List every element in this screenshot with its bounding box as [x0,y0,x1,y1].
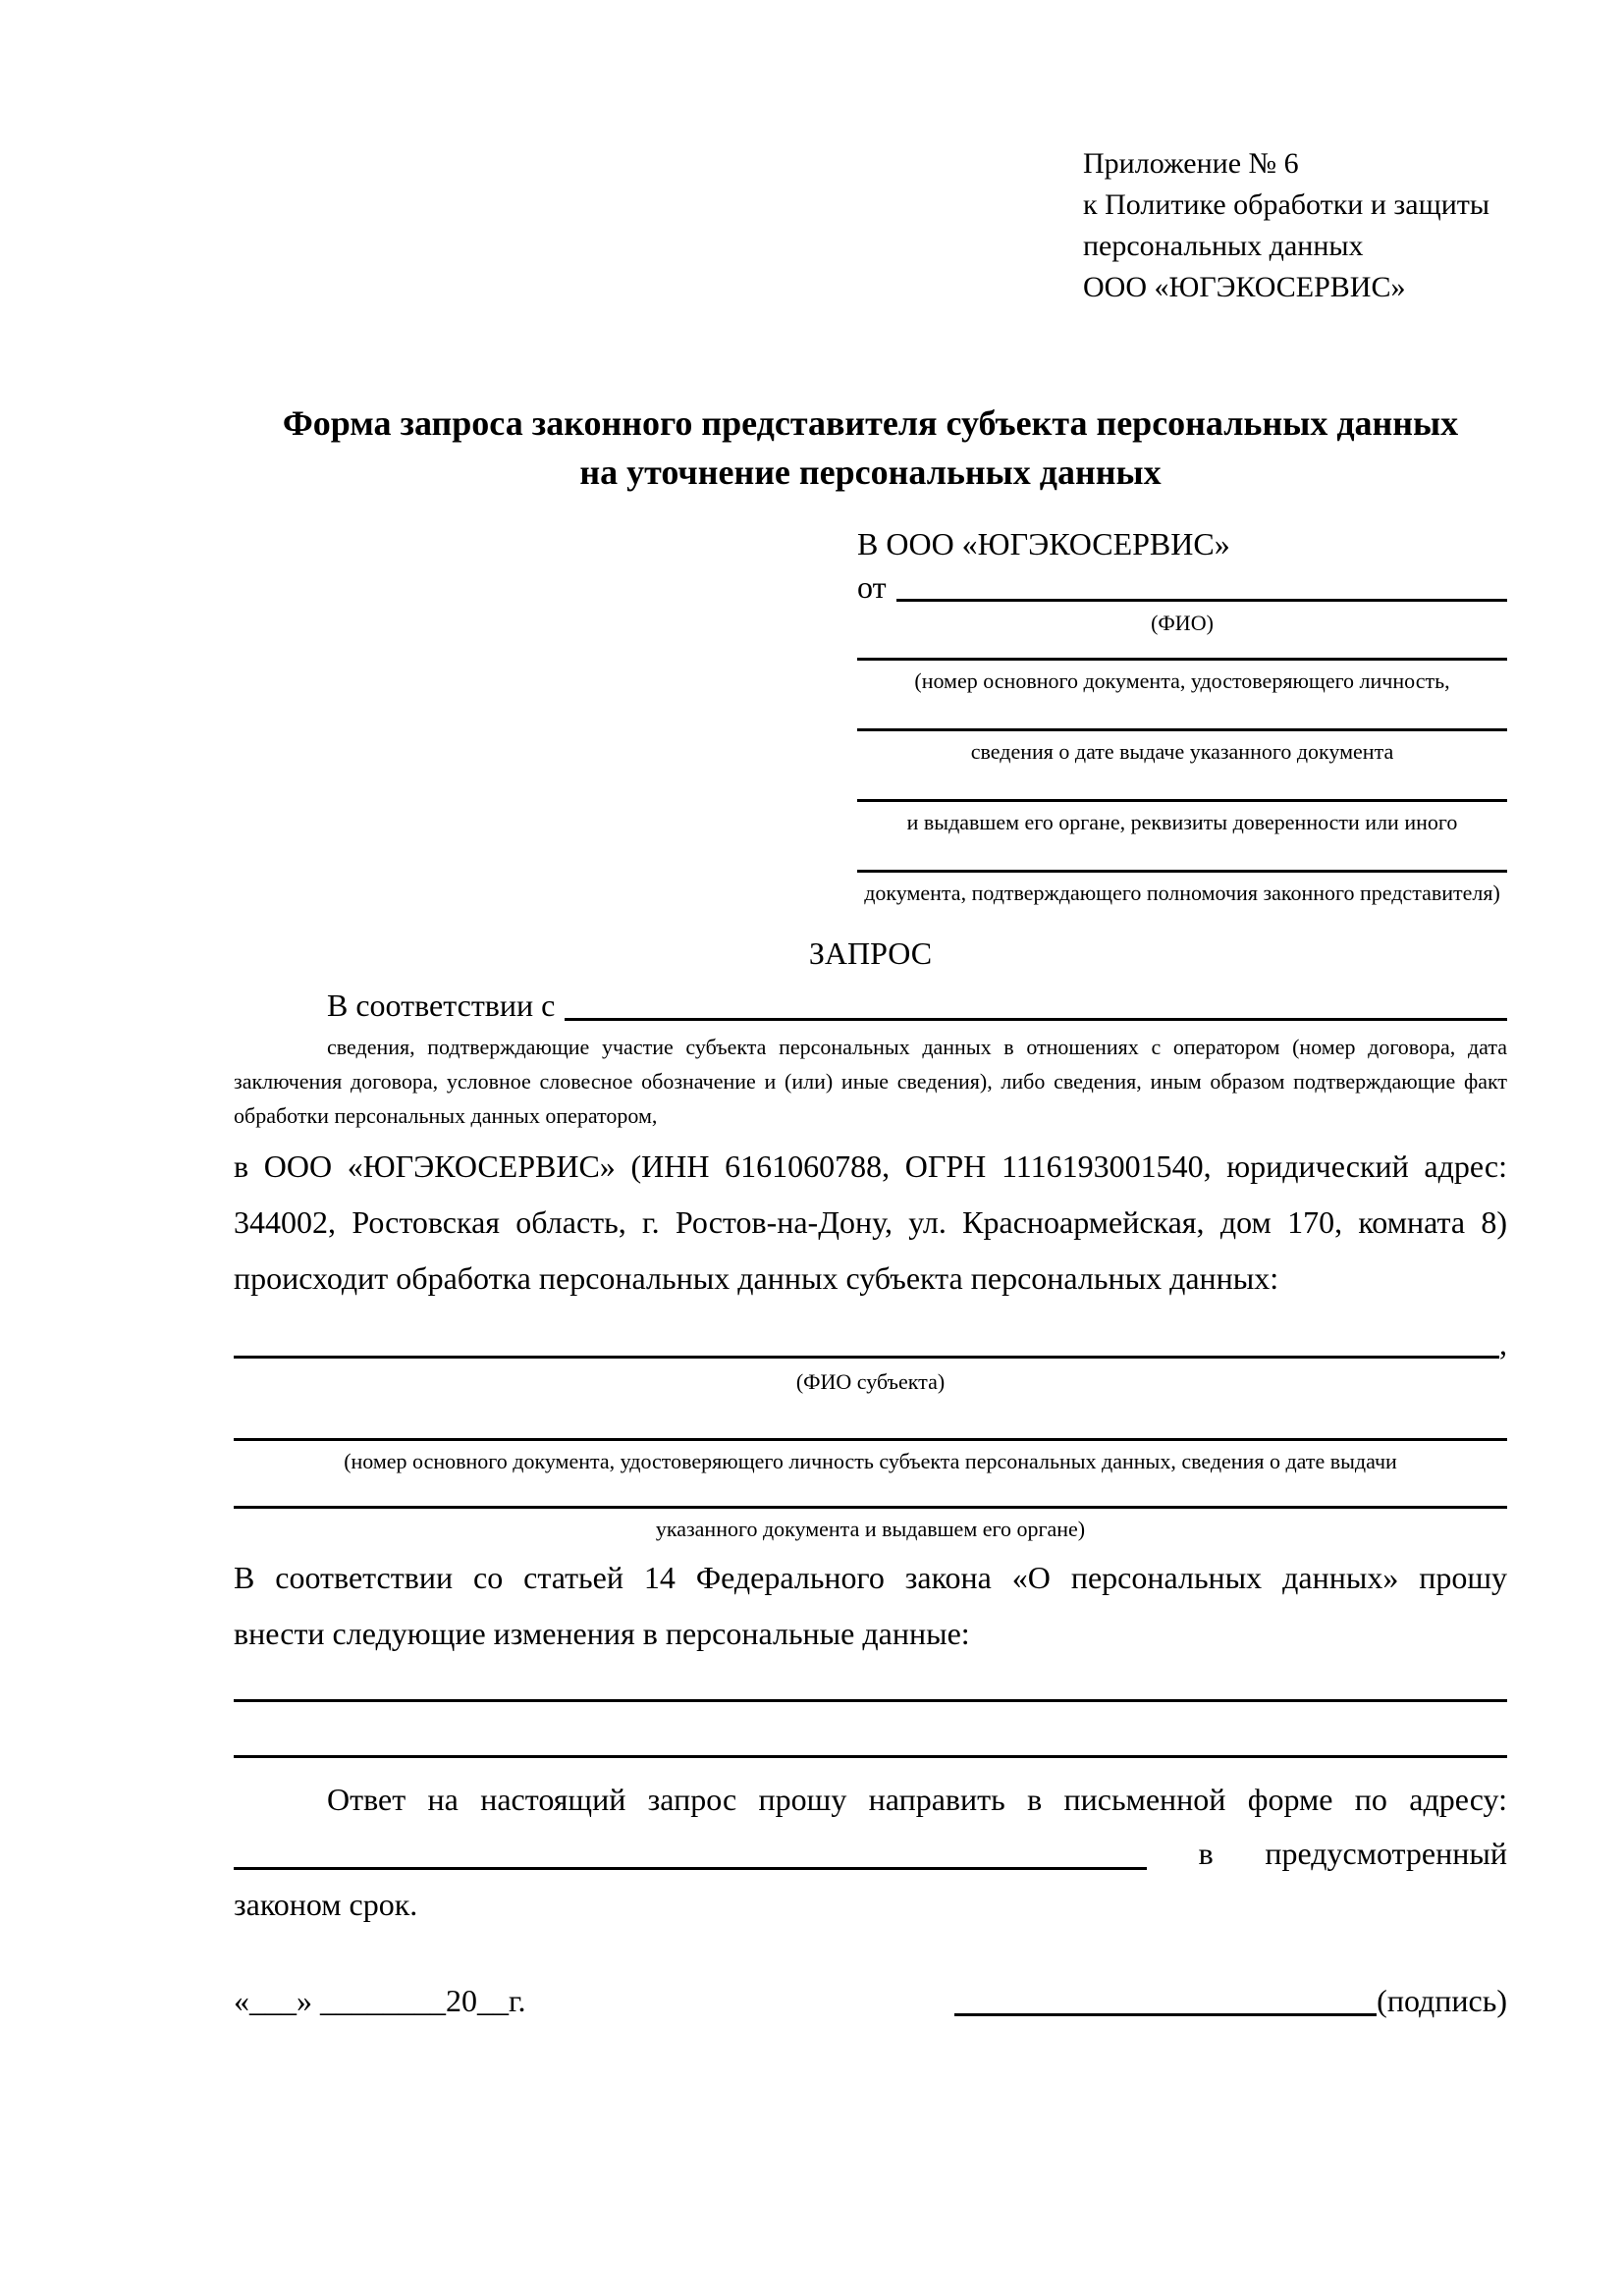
request-heading: ЗАПРОС [808,935,933,971]
fio-blank-line [896,599,1507,602]
statement-line-2: внести следующие изменения в персональные данные: [234,1616,970,1651]
statement [234,1550,1507,1662]
id-doc-blank-group-1 [857,658,1507,696]
answer-word-term: предусмотренный [1265,1836,1507,1871]
changes-blank-line-2 [234,1755,1507,1758]
id-doc-blank-line-2 [857,728,1507,731]
id-doc-blank-group-3 [857,799,1507,837]
subject-doc-group-2 [234,1506,1507,1544]
statement-line-1: В соответствии со статьей 14 Федерального закона «О персональных данных» прошу [234,1560,1507,1595]
footer-row [234,1978,1507,2023]
appendix-line-4: ООО «ЮГЭКОСЕРВИС» [1083,271,1406,303]
form-title [234,399,1507,497]
intro-label: В соответствии с [327,988,556,1023]
signature-part [954,1978,1507,2023]
subject-fio-comma: , [1499,1326,1507,1362]
subject-fio-blank-line [234,1356,1499,1359]
document-content [234,143,1507,2023]
id-doc-caption-2: сведения о дате выдаче указанного документа [970,739,1394,764]
id-doc-caption-3: и выдавшем его органе, реквизиты доверенности или иного [906,810,1458,834]
fine-print-line-3: обработки персональных данных оператором, [234,1103,658,1128]
intro-row [234,983,1507,1028]
answer-address-row [234,1830,1507,1877]
answer-line-1: Ответ на настоящий запрос прошу направить в письменной форме по адресу: [327,1782,1507,1817]
appendix-note [1083,143,1507,308]
fio-caption: (ФИО) [1151,611,1214,635]
subject-doc-caption-1: (номер основного документа, удостоверяющего личность субъекта персональных данных, сведения о дате выдачи [344,1449,1397,1473]
operator-info [234,1139,1507,1307]
id-doc-caption-1: (номер основного документа, удостоверяющего личность, [914,668,1450,693]
subject-doc-group-1 [234,1438,1507,1476]
id-doc-blank-line-1 [857,658,1507,661]
operator-info-line-1: в ООО «ЮГЭКОСЕРВИС» (ИНН 6161060788, ОГРН 1116193001540, юридический адрес: [234,1148,1507,1184]
id-doc-blank-line-4 [857,870,1507,873]
subject-doc-blank-line-1 [234,1438,1507,1441]
id-doc-blank-group-4 [857,870,1507,908]
fine-print-line-1: сведения, подтверждающие участие субъекта персональных данных в отношениях с оператором (номер договора, дата [327,1035,1507,1059]
form-title-line-1: Форма запроса законного представителя субъекта персональных данных [282,403,1459,443]
subject-fio-caption: (ФИО субъекта) [795,1369,946,1394]
id-doc-caption-4: документа, подтверждающего полномочия законного представителя) [864,881,1500,905]
appendix-line-1: Приложение № 6 [1083,147,1299,180]
date-blank: «___» ________20__г. [234,1983,526,2018]
subject-fio-row [234,1322,1507,1365]
address-blank-line [234,1867,1147,1870]
addressee-org: В ООО «ЮГЭКОСЕРВИС» [857,526,1230,561]
changes-blank-line-1 [234,1699,1507,1702]
answer-line-3: законом срок. [234,1887,418,1922]
addressee-block [857,522,1507,908]
subject-doc-caption-2: указанного документа и выдавшем его органе) [655,1517,1086,1541]
operator-info-line-2: 344002, Ростовская область, г. Ростов-на-Дону, ул. Красноармейская, дом 170, комната 8) [234,1204,1507,1240]
basis-blank-line [565,1018,1507,1021]
id-doc-blank-line-3 [857,799,1507,802]
fine-print-line-2: заключения договора, условное словесное обозначение и (или) иные сведения), либо сведения, иным образом подтверждающие факт [234,1069,1507,1094]
signature-caption: (подпись) [1377,1983,1507,2018]
appendix-line-2: к Политике обработки и защиты [1083,188,1490,221]
operator-info-line-3: происходит обработка персональных данных субъекта персональных данных: [234,1260,1279,1296]
form-title-line-2: на уточнение персональных данных [579,453,1162,492]
subject-doc-blank-line-2 [234,1506,1507,1509]
from-row [857,565,1507,609]
fine-print [234,1030,1507,1133]
appendix-line-3: персональных данных [1083,230,1364,262]
signature-blank-line [954,2013,1377,2016]
answer-word-v: в [1198,1836,1214,1871]
id-doc-blank-group-2 [857,728,1507,767]
from-label: от [857,569,887,605]
